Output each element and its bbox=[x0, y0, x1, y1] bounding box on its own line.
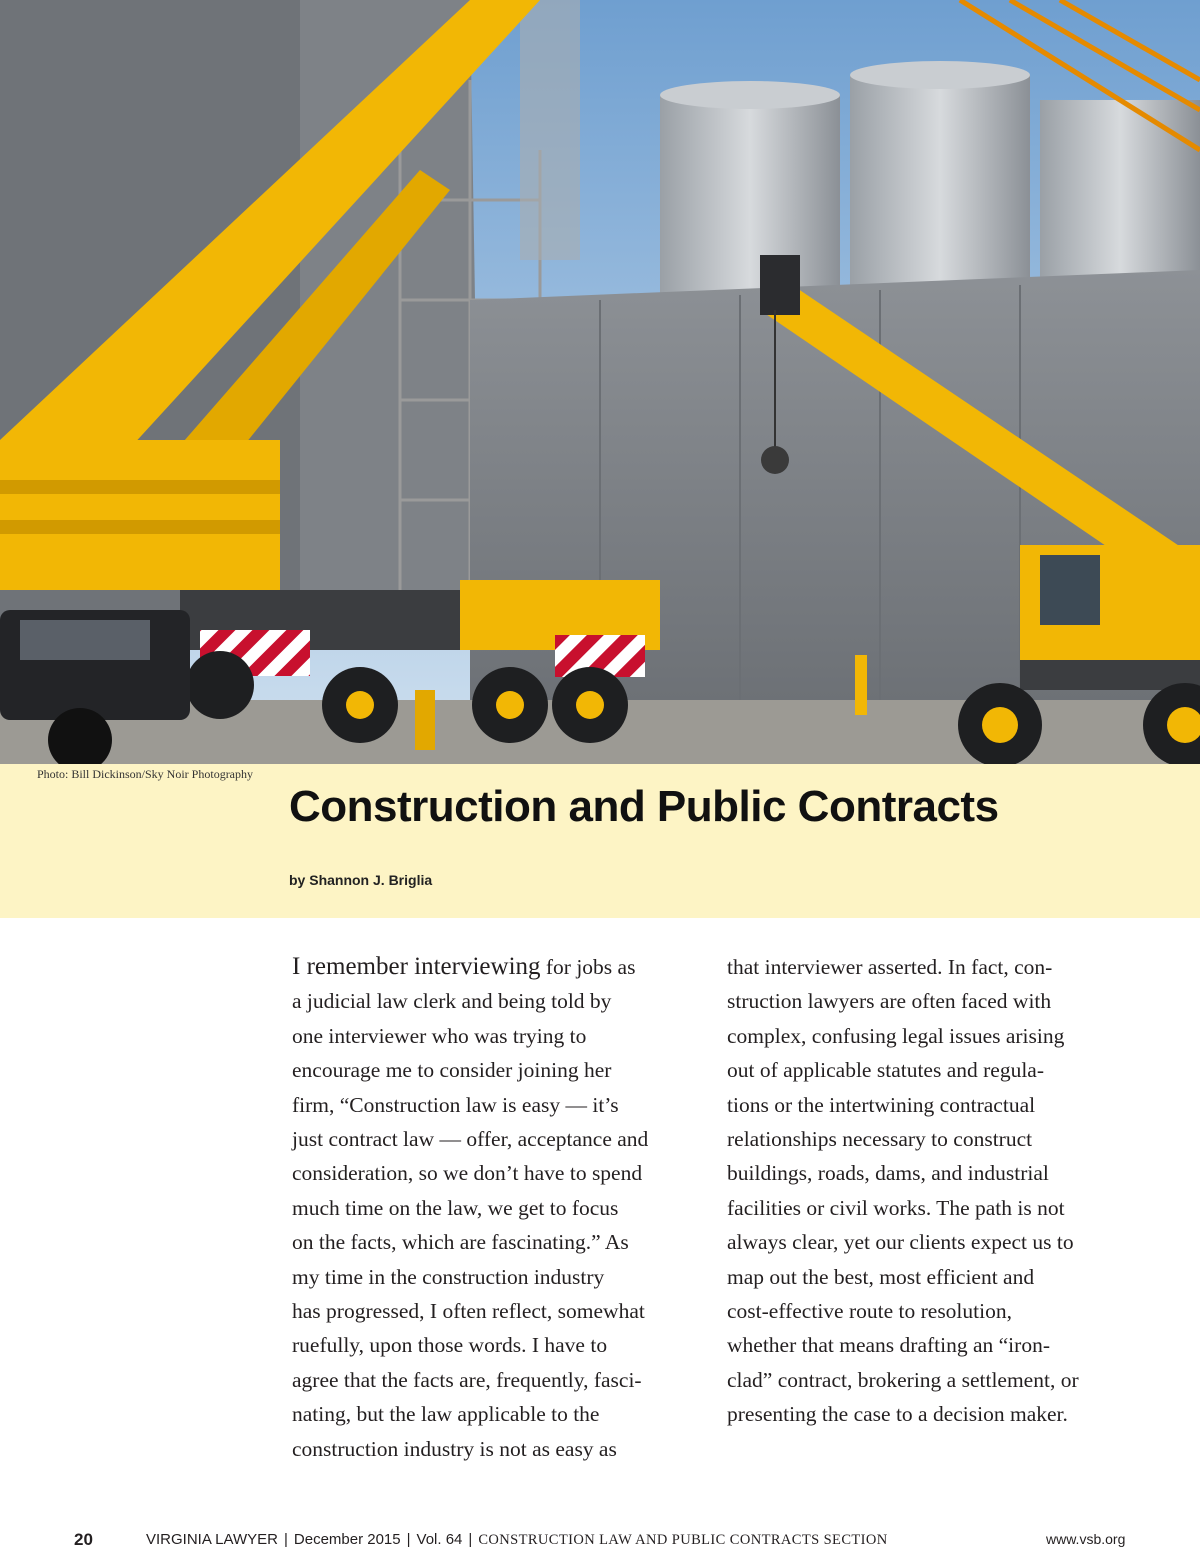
text-line: agree that the facts are, frequently, fasci- bbox=[292, 1367, 642, 1392]
volume: Vol. 64 bbox=[416, 1531, 463, 1548]
text-line: relationships necessary to construct bbox=[727, 1127, 1033, 1152]
text-line: clad” contract, brokering a settlement, or bbox=[727, 1367, 1079, 1392]
construction-cranes-photo bbox=[0, 0, 1200, 764]
text-line: out of applicable statutes and regula- bbox=[727, 1058, 1045, 1083]
text-line: complex, confusing legal issues arising bbox=[727, 1023, 1065, 1048]
website-link[interactable]: www.vsb.org bbox=[1046, 1531, 1126, 1547]
text-line: on the facts, which are fascinating.” As bbox=[292, 1230, 629, 1255]
text-line: has progressed, I often reflect, somewhat bbox=[292, 1299, 645, 1324]
text-line: buildings, roads, dams, and industrial bbox=[727, 1161, 1049, 1186]
text-line: whether that means drafting an “iron- bbox=[727, 1333, 1050, 1358]
first-line-rest: for jobs as bbox=[540, 955, 636, 979]
section-name: CONSTRUCTION LAW AND PUBLIC CONTRACTS SECTION bbox=[478, 1532, 888, 1548]
text-line: firm, “Construction law is easy — it’s bbox=[292, 1092, 619, 1117]
text-line: always clear, yet our clients expect us to bbox=[727, 1230, 1074, 1255]
separator: | bbox=[283, 1531, 288, 1548]
page-number: 20 bbox=[74, 1530, 93, 1549]
text-line: that interviewer asserted. In fact, con- bbox=[727, 955, 1053, 979]
text-line: much time on the law, we get to focus bbox=[292, 1195, 619, 1220]
footer-publication bbox=[146, 1531, 888, 1549]
text-line: cost-effective route to resolution, bbox=[727, 1299, 1012, 1324]
text-line: encourage me to consider joining her bbox=[292, 1058, 612, 1083]
text-line: facilities or civil works. The path is not bbox=[727, 1195, 1065, 1220]
text-line: map out the best, most efficient and bbox=[727, 1264, 1035, 1289]
article-byline: by Shannon J. Briglia bbox=[289, 872, 433, 888]
lead-in: I remember interviewing bbox=[292, 953, 541, 980]
separator: | bbox=[468, 1531, 473, 1548]
text-line: just contract law — offer, acceptance and bbox=[292, 1127, 649, 1152]
text-line: a judicial law clerk and being told by bbox=[292, 989, 612, 1014]
article-column-left bbox=[292, 950, 704, 1466]
page-footer bbox=[0, 1528, 1200, 1554]
hero-photo bbox=[0, 0, 1200, 764]
text-line: construction industry is not as easy as bbox=[292, 1436, 617, 1461]
text-line: struction lawyers are often faced with bbox=[727, 989, 1052, 1014]
magazine-name: VIRGINIA LAWYER bbox=[146, 1531, 278, 1548]
article-title: Construction and Public Contracts bbox=[289, 782, 999, 831]
text-line: nating, but the law applicable to the bbox=[292, 1402, 600, 1427]
text-line: my time in the construction industry bbox=[292, 1264, 605, 1289]
text-line: presenting the case to a decision maker. bbox=[727, 1402, 1068, 1427]
text-line: one interviewer who was trying to bbox=[292, 1023, 587, 1048]
issue-date: December 2015 bbox=[293, 1531, 401, 1548]
text-line: consideration, so we don’t have to spend bbox=[292, 1161, 643, 1186]
photo-credit: Photo: Bill Dickinson/Sky Noir Photography bbox=[37, 767, 254, 781]
first-line bbox=[292, 950, 704, 984]
text-line: ruefully, upon those words. I have to bbox=[292, 1333, 608, 1358]
text-line: tions or the intertwining contractual bbox=[727, 1092, 1036, 1117]
separator: | bbox=[406, 1531, 411, 1548]
article-column-right bbox=[727, 950, 1139, 1432]
